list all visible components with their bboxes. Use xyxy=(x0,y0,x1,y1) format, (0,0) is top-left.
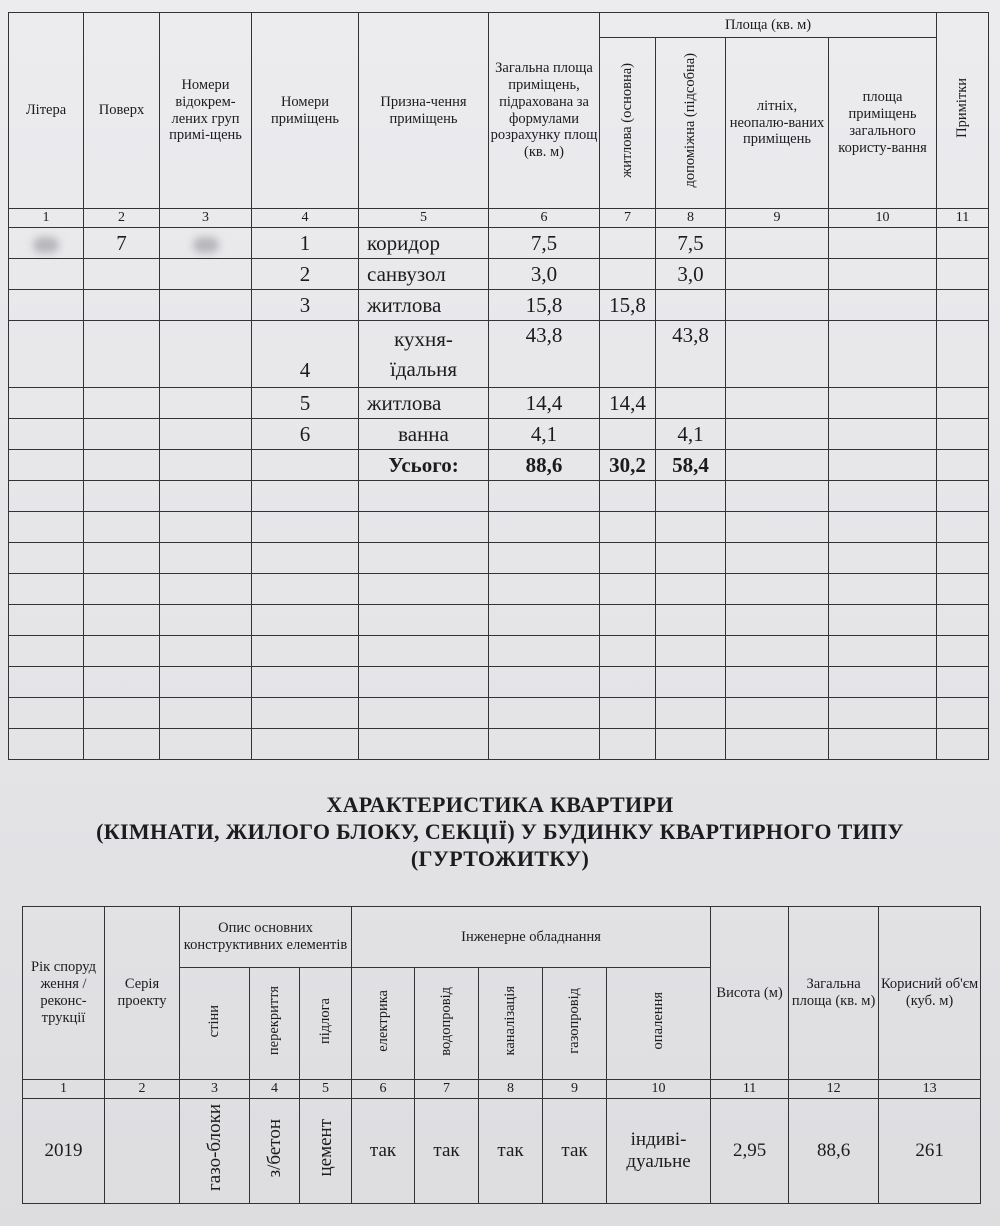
header-gas: газопровід xyxy=(543,968,607,1080)
water-value: так xyxy=(415,1099,479,1204)
header-summer: літніх, неопалю-ваних приміщень xyxy=(726,38,829,209)
header-auxiliary: допоміжна (підсобна) xyxy=(656,38,726,209)
redacted-litera xyxy=(9,228,84,259)
year-value: 2019 xyxy=(23,1099,105,1204)
table-row: 6 ванна 4,1 4,1 xyxy=(9,419,989,450)
height-value: 2,95 xyxy=(711,1099,789,1204)
table-row: 7 1 коридор 7,5 7,5 xyxy=(9,228,989,259)
ceilings-value: з/бетон xyxy=(250,1099,300,1204)
table-row xyxy=(23,1099,981,1204)
rooms-table xyxy=(8,12,989,760)
header-purpose: Призна-чення приміщень xyxy=(359,13,489,209)
electricity-value: так xyxy=(352,1099,415,1204)
volume-value: 261 xyxy=(879,1099,981,1204)
header-total-area-2: Загальна площа (кв. м) xyxy=(789,907,879,1080)
column-numbers-row: 1 2 3 4 5 6 7 8 9 10 11 xyxy=(9,209,989,228)
header-floor: Поверх xyxy=(84,13,160,209)
header-total-area: Загальна площа приміщень, підрахована за формулами розрахунку площ (кв. м) xyxy=(489,13,600,209)
redacted-group-number xyxy=(160,228,252,259)
total-area-value: 88,6 xyxy=(489,450,600,481)
header-structure-group: Опис основних конструктивних елементів xyxy=(180,907,352,968)
characteristics-table xyxy=(22,906,981,1204)
header-group-numbers: Номери відокрем-лених груп примі-щень xyxy=(160,13,252,209)
table-row: 2 санвузол 3,0 3,0 xyxy=(9,259,989,290)
header-walls: стіни xyxy=(180,968,250,1080)
floor-type-value: цемент xyxy=(300,1099,352,1204)
table-row: 3 житлова 15,8 15,8 xyxy=(9,290,989,321)
header-area-group: Площа (кв. м) xyxy=(600,13,937,38)
header-year: Рік споруд ження / реконс-трукції xyxy=(23,907,105,1080)
header-litera: Літера xyxy=(9,13,84,209)
header-electricity: електрика xyxy=(352,968,415,1080)
header-floor-type: підлога xyxy=(300,968,352,1080)
header-notes: Примітки xyxy=(937,13,989,209)
header-heating: опалення xyxy=(607,968,711,1080)
heating-value: індиві-дуальне xyxy=(607,1099,711,1204)
total-living-value: 30,2 xyxy=(600,450,656,481)
total-area-value-2: 88,6 xyxy=(789,1099,879,1204)
header-volume: Корисний об'єм (куб. м) xyxy=(879,907,981,1080)
walls-value: газо-блоки xyxy=(180,1099,250,1204)
gas-value: так xyxy=(543,1099,607,1204)
header-common: площа приміщень загального користу-вання xyxy=(829,38,937,209)
table-row: 5 житлова 14,4 14,4 xyxy=(9,388,989,419)
header-water: водопровід xyxy=(415,968,479,1080)
header-series: Серія проекту xyxy=(105,907,180,1080)
section-title: ХАРАКТЕРИСТИКА КВАРТИРИ (КІМНАТИ, ЖИЛОГО БЛОКУ, СЕКЦІЇ) У БУДИНКУ КВАРТИРНОГО ТИПУ (ГУРТОЖИТКУ) xyxy=(96,792,904,871)
header-engineering-group: Інженерне обладнання xyxy=(352,907,711,968)
header-sewer: каналізація xyxy=(479,968,543,1080)
floor-value: 7 xyxy=(84,228,160,259)
header-height: Висота (м) xyxy=(711,907,789,1080)
table-row: 4 кухня- їдальня 43,8 43,8 xyxy=(9,321,989,388)
header-living: житлова (основна) xyxy=(600,38,656,209)
total-aux-value: 58,4 xyxy=(656,450,726,481)
header-room-numbers: Номери приміщень xyxy=(252,13,359,209)
header-ceilings: перекриття xyxy=(250,968,300,1080)
total-label: Усього: xyxy=(359,450,489,481)
column-numbers-row: 1 2 3 4 5 6 7 8 9 10 11 12 13 xyxy=(23,1080,981,1099)
series-value xyxy=(105,1099,180,1204)
purpose-kitchen: кухня- їдальня xyxy=(359,321,489,388)
total-row xyxy=(9,450,989,481)
sewer-value: так xyxy=(479,1099,543,1204)
